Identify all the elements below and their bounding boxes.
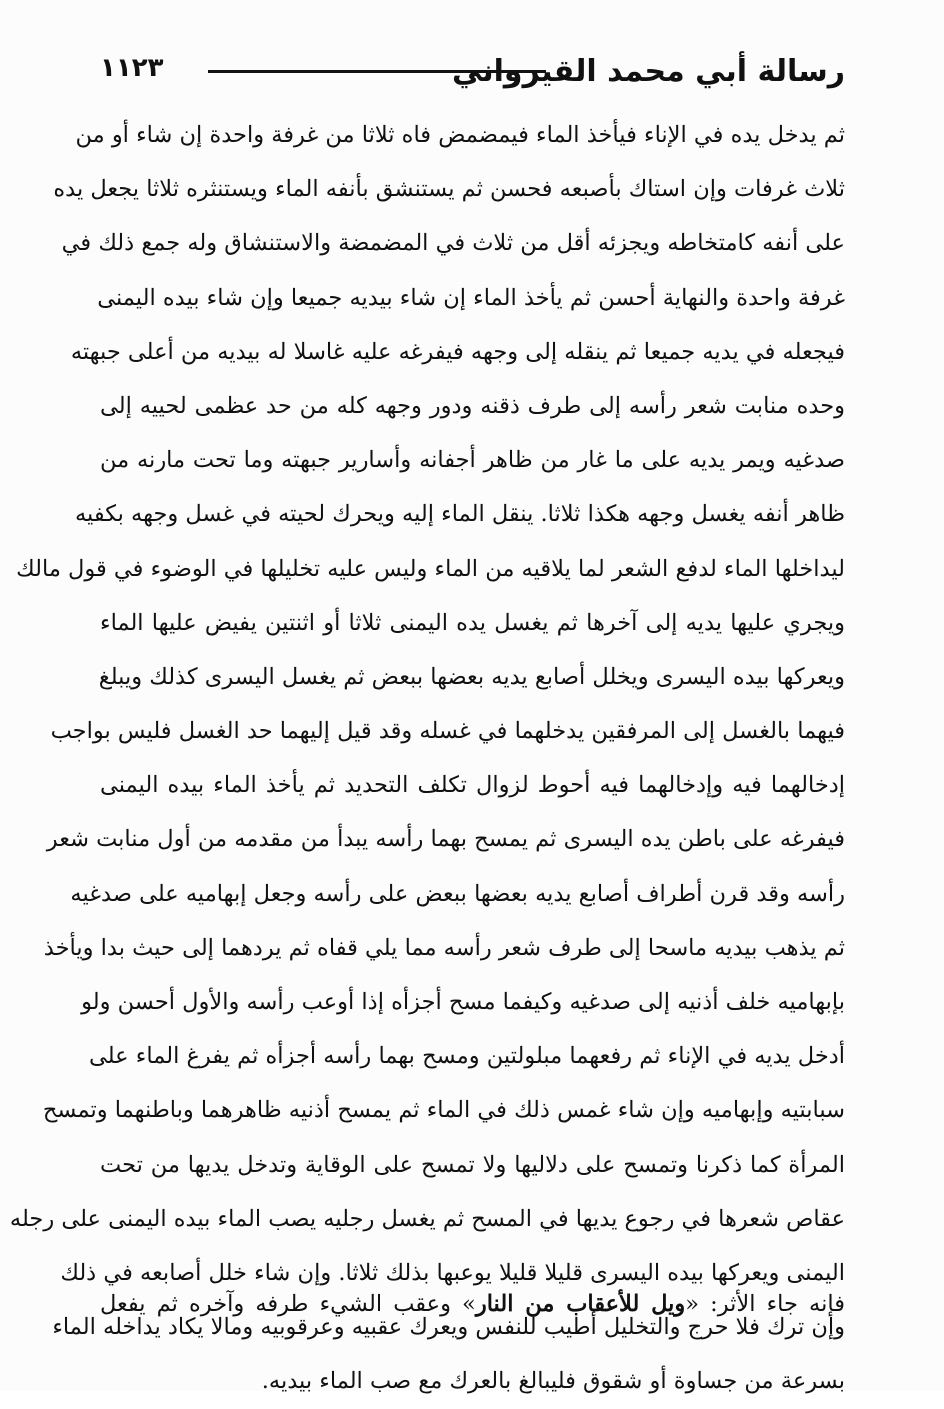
hadith-quote: ويل للأعقاب من النار [475, 1291, 686, 1317]
text-line: ثلاث غرفات وإن استاك بأصبعه فحسن ثم يستنشق بأنفه الماء ويستنثره ثلاثا يجعل يده [53, 176, 845, 203]
text-line: عقاص شعرها في رجوع يديها في المسح ثم يغسل رجليه يصب الماء بيده اليمنى على رجله [9, 1205, 845, 1232]
text-line: فيجعله في يديه جميعا ثم ينقله إلى وجهه فيفرغه عليه غاسلا له بيديه من أعلى جبهته [70, 338, 845, 365]
text-line: إدخالهما فيه وإدخالهما فيه أحوط لزوال تكلف التحديد ثم يأخذ الماء بيده اليمنى [100, 772, 845, 799]
text-line: وحده منابت شعر رأسه إلى طرف ذقنه ودور وجهه كله من حد عظمى لحييه إلى [100, 392, 845, 419]
running-title: رسالة أبي محمد القيرواني [452, 54, 845, 89]
text-line: على أنفه كامتخاطه ويجزئه أقل من ثلاث في المضمضة والاستنشاق وله جمع ذلك في [61, 230, 845, 257]
text-line: فيهما بالغسل إلى المرفقين يدخلهما في غسله وقد قيل إليهما حد الغسل فليس بواجب [50, 718, 845, 745]
quote-prefix: فإنه جاء الأثر: « [685, 1291, 845, 1317]
text-line: فيفرغه على باطن يده اليسرى ثم يمسح بهما رأسه يبدأ من مقدمه من أول منابت شعر [46, 826, 845, 853]
text-line: ويعركها بيده اليسرى ويخلل أصابع يديه بعضها ببعض ثم يغسل اليسرى كذلك ويبلغ [98, 663, 845, 690]
text-line: ويجري عليها يديه إلى آخرها ثم يغسل يده اليمنى ثلاثا أو اثنتين يفيض عليها الماء [100, 609, 845, 636]
text-line: ثم يذهب بيديه ماسحا إلى طرف شعر رأسه مما يلي قفاه ثم يردهما إلى حيث بدا ويأخذ [43, 934, 845, 961]
text-line: صدغيه ويمر يديه على ما غار من ظاهر أجفانه وأسارير جبهته وما تحت مارنه من [100, 447, 845, 474]
quote-line [100, 1277, 845, 1331]
text-line: ثم يدخل يده في الإناء فيأخذ الماء فيمضمض فاه ثلاثا من غرفة واحدة إن شاء أو من [75, 122, 845, 148]
text-line: المرأة كما ذكرنا وتمسح على دلاليها ولا تمسح على الوقاية وتدخل يديها من تحت [100, 1151, 845, 1178]
page-number: ١١٢٣ [100, 53, 164, 83]
text-line: بسرعة من جساوة أو شقوق فليبالغ بالعرك مع صب الماء بيديه. [261, 1368, 845, 1395]
text-line: رأسه وقد قرن أطراف أصابع يديه بعضها ببعض على رأسه وجعل إبهاميه على صدغيه [70, 880, 845, 907]
text-line: أدخل يديه في الإناء ثم رفعهما مبلولتين ومسح بهما رأسه أجزأه ثم يفرغ الماء على [88, 1043, 845, 1070]
text-line: سبابتيه وإبهاميه وإن شاء غمس ذلك في الماء ثم يمسح أذنيه ظاهرهما وباطنهما وتمسح [42, 1097, 845, 1124]
text-line: اليمنى ويعركها بيده اليسرى قليلا قليلا يوعبها بذلك ثلاثا. وإن شاء خلل أصابعه في ذلك [60, 1259, 845, 1286]
text-line: بإبهاميه خلف أذنيه إلى صدغيه وكيفما مسح أجزأه إذا أوعب رأسه والأول أحسن ولو [81, 989, 845, 1015]
text-line: وإن ترك فلا حرج والتخليل أطيب للنفس ويعرك عقبيه وعرقوبيه ومالا يكاد يداخله الماء [52, 1314, 845, 1341]
body-text [9, 108, 845, 1409]
page-header [100, 48, 845, 104]
quote-suffix: » وعقب الشيء طرفه وآخره ثم يفعل [100, 1291, 476, 1317]
text-line: غرفة واحدة والنهاية أحسن ثم يأخذ الماء إن شاء بيديه جميعا وإن شاء بيده اليمنى [97, 284, 845, 311]
text-line: ليداخلها الماء لدفع الشعر لما يلاقيه من الماء وليس عليه تخليلها في الوضوء في قول مالك [16, 555, 845, 582]
text-line: ظاهر أنفه يغسل وجهه هكذا ثلاثا. ينقل الماء إليه ويحرك لحيته في غسل وجهه بكفيه [74, 501, 845, 528]
